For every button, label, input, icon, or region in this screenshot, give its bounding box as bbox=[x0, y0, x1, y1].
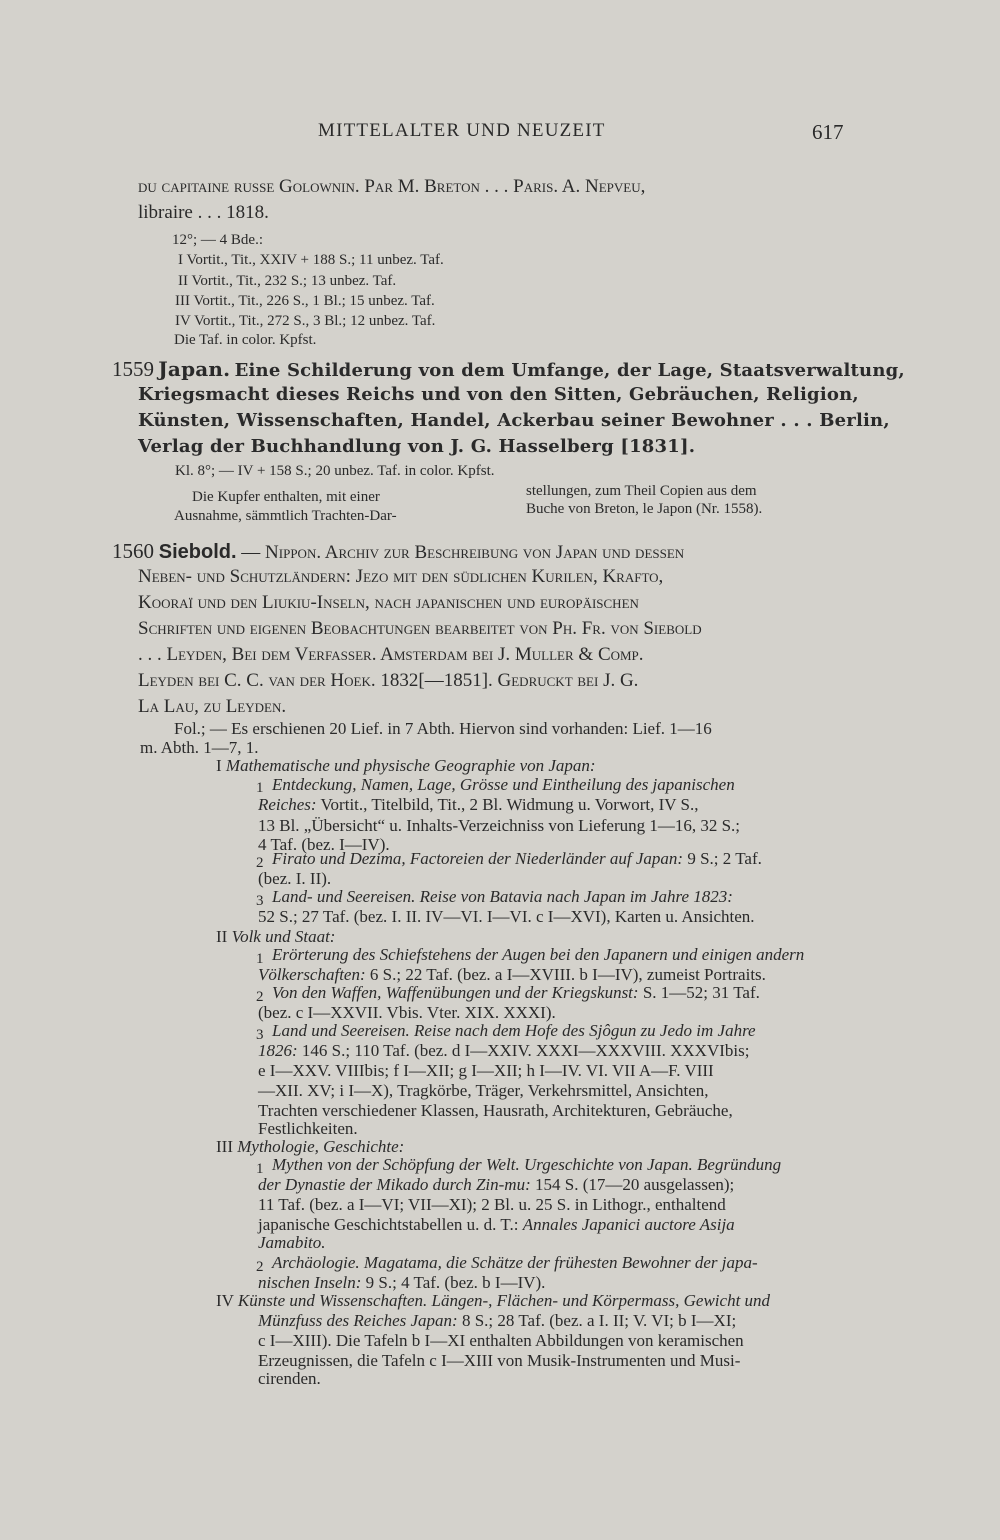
entry-title-line: Künsten, Wissenschaften, Handel, Ackerbau seiner Bewohner . . . Berlin, bbox=[138, 410, 890, 431]
note-right-line: Buche von Breton, le Japon (Nr. 1558). bbox=[526, 501, 763, 517]
entry-heading: Japan. bbox=[158, 357, 231, 381]
entry-title-line: Kriegsmacht dieses Reichs und von den Sitten, Gebräuchen, Religion, bbox=[138, 384, 859, 405]
entry-number: 1559 bbox=[112, 357, 154, 381]
section-item-number: 3 bbox=[256, 1027, 264, 1043]
section-line: Festlichkeiten. bbox=[258, 1119, 358, 1138]
section-line: Land- und Seereisen. Reise von Batavia nach Japan im Jahre 1823: bbox=[272, 887, 733, 906]
entry-collation: m. Abth. 1—7, 1. bbox=[140, 738, 259, 757]
section-item-number: 1 bbox=[256, 1161, 264, 1177]
section-line: Münzfuss des Reiches Japan: 8 S.; 28 Taf. (bez. a I. II; V. VI; b I—XI; bbox=[258, 1311, 737, 1330]
section-line: Erzeugnissen, die Tafeln c I—XIII von Musik-Instrumenten und Musi- bbox=[258, 1351, 741, 1370]
section-III-title: III Mythologie, Geschichte: bbox=[216, 1137, 405, 1156]
section-line: e I—XXV. VIIIbis; f I—XII; g I—XII; h I—IV. VI. VII A—F. VIII bbox=[258, 1061, 714, 1080]
section-line: Trachten verschiedener Klassen, Hausrath, Architekturen, Gebräuche, bbox=[258, 1101, 733, 1120]
section-item-number: 2 bbox=[256, 855, 264, 871]
page-number: 617 bbox=[812, 120, 844, 144]
section-line: japanische Geschichtstabellen u. d. T.: Annales Japanici auctore Asija bbox=[258, 1215, 735, 1234]
volume-line: I Vortit., Tit., XXIV + 188 S.; 11 unbez. Taf. bbox=[178, 252, 444, 268]
section-IV-line: IV Künste und Wissenschaften. Längen-, Flächen- und Körpermass, Gewicht und bbox=[216, 1291, 771, 1310]
section-I-title: I Mathematische und physische Geographie von Japan: bbox=[216, 756, 596, 775]
entry-title-line: Schriften und eigenen Beobachtungen bearbeitet von Ph. Fr. von Siebold bbox=[138, 618, 702, 639]
section-line: 1826: 146 S.; 110 Taf. (bez. d I—XXIV. XXXI—XXXVIII. XXXVIbis; bbox=[258, 1041, 750, 1060]
section-line: (bez. c I—XXVII. Vbis. Vter. XIX. XXXI). bbox=[258, 1003, 556, 1022]
entry-title-line: — Nippon. Archiv zur Beschreibung von Japan und dessen bbox=[241, 542, 685, 563]
continuation-title-line: du capitaine russe Golownin. Par M. Breton . . . Paris. A. Nepveu, bbox=[138, 176, 646, 197]
section-line: Jamabito. bbox=[258, 1233, 326, 1252]
section-item-number: 2 bbox=[256, 989, 264, 1005]
section-line: 4 Taf. (bez. I—IV). bbox=[258, 835, 390, 854]
section-line: (bez. I. II). bbox=[258, 869, 332, 888]
entry-title-line: . . . Leyden, Bei dem Verfasser. Amsterdam bei J. Muller & Comp. bbox=[138, 644, 644, 665]
continuation-title-line: libraire . . . 1818. bbox=[138, 202, 269, 223]
section-line: Archäologie. Magatama, die Schätze der frühesten Bewohner der japa- bbox=[272, 1253, 758, 1272]
entry-title-line: La Lau, zu Leyden. bbox=[138, 696, 287, 717]
section-line: Mythen von der Schöpfung der Welt. Urgeschichte von Japan. Begründung bbox=[272, 1155, 782, 1174]
section-line: nischen Inseln: 9 S.; 4 Taf. (bez. b I—IV). bbox=[258, 1273, 546, 1292]
section-II-title: II Volk und Staat: bbox=[216, 927, 336, 946]
entry-number: 1560 bbox=[112, 539, 154, 563]
section-line: Erörterung des Schiefstehens der Augen bei den Japanern und einigen andern bbox=[272, 945, 805, 964]
page-header bbox=[0, 120, 1000, 144]
section-item-number: 1 bbox=[256, 951, 264, 967]
section-line: 11 Taf. (bez. a I—VI; VII—XI); 2 Bl. u. 25 S. in Lithogr., enthaltend bbox=[258, 1195, 726, 1214]
entry-heading: Siebold. bbox=[158, 541, 237, 563]
section-line: Reiches: Vortit., Titelbild, Tit., 2 Bl. Widmung u. Vorwort, IV S., bbox=[258, 795, 699, 814]
continuation-note: Die Taf. in color. Kpfst. bbox=[174, 332, 317, 348]
entry-collation: Kl. 8°; — IV + 158 S.; 20 unbez. Taf. in color. Kpfst. bbox=[175, 463, 495, 479]
entry-title-line: Neben- und Schutzländern: Jezo mit den südlichen Kurilen, Krafto, bbox=[138, 566, 664, 587]
section-line: Völkerschaften: 6 S.; 22 Taf. (bez. a I—XVIII. b I—IV), zumeist Portraits. bbox=[258, 965, 766, 984]
section-line: der Dynastie der Mikado durch Zin-mu: 154 S. (17—20 ausgelassen); bbox=[258, 1175, 735, 1194]
entry-title-line: Verlag der Buchhandlung von J. G. Hasselberg [1831]. bbox=[138, 436, 696, 457]
note-right-line: stellungen, zum Theil Copien aus dem bbox=[526, 483, 757, 499]
section-item-number: 1 bbox=[256, 780, 264, 796]
volume-line: IV Vortit., Tit., 272 S., 3 Bl.; 12 unbez. Taf. bbox=[175, 313, 436, 329]
section-line: c I—XIII). Die Tafeln b I—XI enthalten Abbildungen von keramischen bbox=[258, 1331, 744, 1350]
volume-line: II Vortit., Tit., 232 S.; 13 unbez. Taf. bbox=[178, 273, 397, 289]
section-line: 52 S.; 27 Taf. (bez. I. II. IV—VI. I—VI. c I—XVI), Karten u. Ansichten. bbox=[258, 907, 755, 926]
note-left-line: Die Kupfer enthalten, mit einer bbox=[192, 489, 380, 505]
entry-1559-heading bbox=[112, 358, 905, 382]
section-line: Entdeckung, Namen, Lage, Grösse und Eintheilung des japanischen bbox=[272, 775, 735, 794]
section-line: cirenden. bbox=[258, 1369, 321, 1388]
section-item-number: 2 bbox=[256, 1259, 264, 1275]
section-line: Von den Waffen, Waffenübungen und der Kriegskunst: S. 1—52; 31 Taf. bbox=[272, 983, 760, 1002]
section-item-number: 3 bbox=[256, 893, 264, 909]
volume-line: III Vortit., Tit., 226 S., 1 Bl.; 15 unbez. Taf. bbox=[175, 293, 435, 309]
note-left-line: Ausnahme, sämmtlich Trachten-Dar- bbox=[174, 508, 397, 524]
entry-title-line: Leyden bei C. C. van der Hoek. 1832[—1851]. Gedruckt bei J. G. bbox=[138, 670, 639, 691]
running-title: MITTELALTER UND NEUZEIT bbox=[318, 120, 606, 141]
section-line: 13 Bl. „Übersicht“ u. Inhalts-Verzeichniss von Lieferung 1—16, 32 S.; bbox=[258, 816, 741, 835]
section-line: —XII. XV; i I—X), Tragkörbe, Träger, Verkehrsmittel, Ansichten, bbox=[258, 1081, 709, 1100]
entry-collation: Fol.; — Es erschienen 20 Lief. in 7 Abth. Hiervon sind vorhanden: Lief. 1—16 bbox=[174, 719, 712, 738]
section-line: Firato und Dezima, Factoreien der Niederländer auf Japan: 9 S.; 2 Taf. bbox=[272, 849, 762, 868]
continuation-format: 12°; — 4 Bde.: bbox=[172, 232, 263, 248]
entry-1560-heading bbox=[112, 540, 684, 564]
section-line: Land und Seereisen. Reise nach dem Hofe des Sjôgun zu Jedo im Jahre bbox=[272, 1021, 756, 1040]
entry-title-line: Eine Schilderung von dem Umfange, der Lage, Staatsverwaltung, bbox=[234, 360, 905, 381]
entry-title-line: Kooraï und den Liukiu-Inseln, nach japanischen und europäischen bbox=[138, 592, 639, 613]
